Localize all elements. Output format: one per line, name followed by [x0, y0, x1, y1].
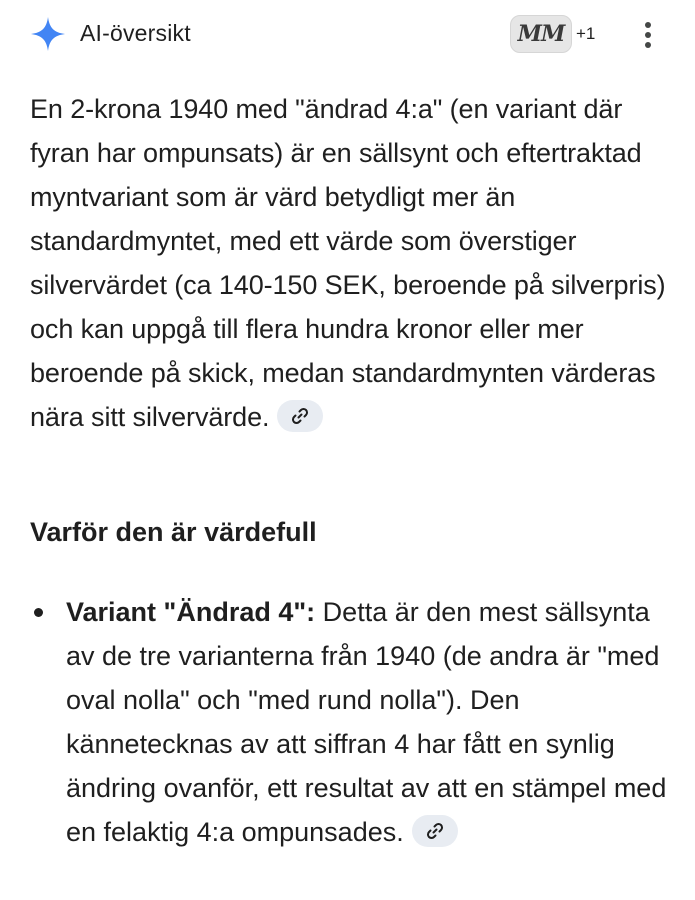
source-logo: MM: [510, 15, 572, 53]
page-title: AI-översikt: [80, 20, 191, 46]
source-count: +1: [576, 24, 596, 43]
link-icon: [290, 406, 310, 426]
sparkle-icon: [30, 16, 66, 52]
more-vert-icon[interactable]: [636, 18, 660, 52]
bullet-dot: [34, 608, 43, 617]
citation-link-button[interactable]: [412, 815, 458, 847]
bullet-title: Variant "Ändrad 4":: [66, 597, 316, 627]
citation-link-button[interactable]: [277, 400, 323, 432]
sources-button[interactable]: [510, 15, 602, 53]
overview-paragraph: [30, 87, 670, 439]
link-icon: [425, 821, 445, 841]
ai-overview-header: [0, 0, 695, 70]
bullet-text: Detta är den mest sällsynta av de tre varianterna från 1940 (de andra är "med oval nolla" och "med rund nolla"). Den kännetecknas av att siffran 4 har fått en synlig ändring ovanför, ett resultat av att en stämpel med en felaktig 4:a ompunsades.: [66, 597, 667, 847]
overview-text: En 2-krona 1940 med "ändrad 4:a" (en variant där fyran har ompunsats) är en sällsynt och eftertraktad myntvariant som är värd betydligt mer än standardmyntet, med ett värde som överstiger silvervärdet (ca 140-150 SEK, beroende på silverpris) och kan uppgå till flera hundra kronor eller mer beroende på skick, medan standardmynten värderas nära sitt silvervärde.: [30, 94, 666, 432]
section-heading: Varför den är värdefull: [30, 517, 317, 547]
list-item: [30, 590, 670, 854]
bullet-list: [30, 590, 670, 854]
